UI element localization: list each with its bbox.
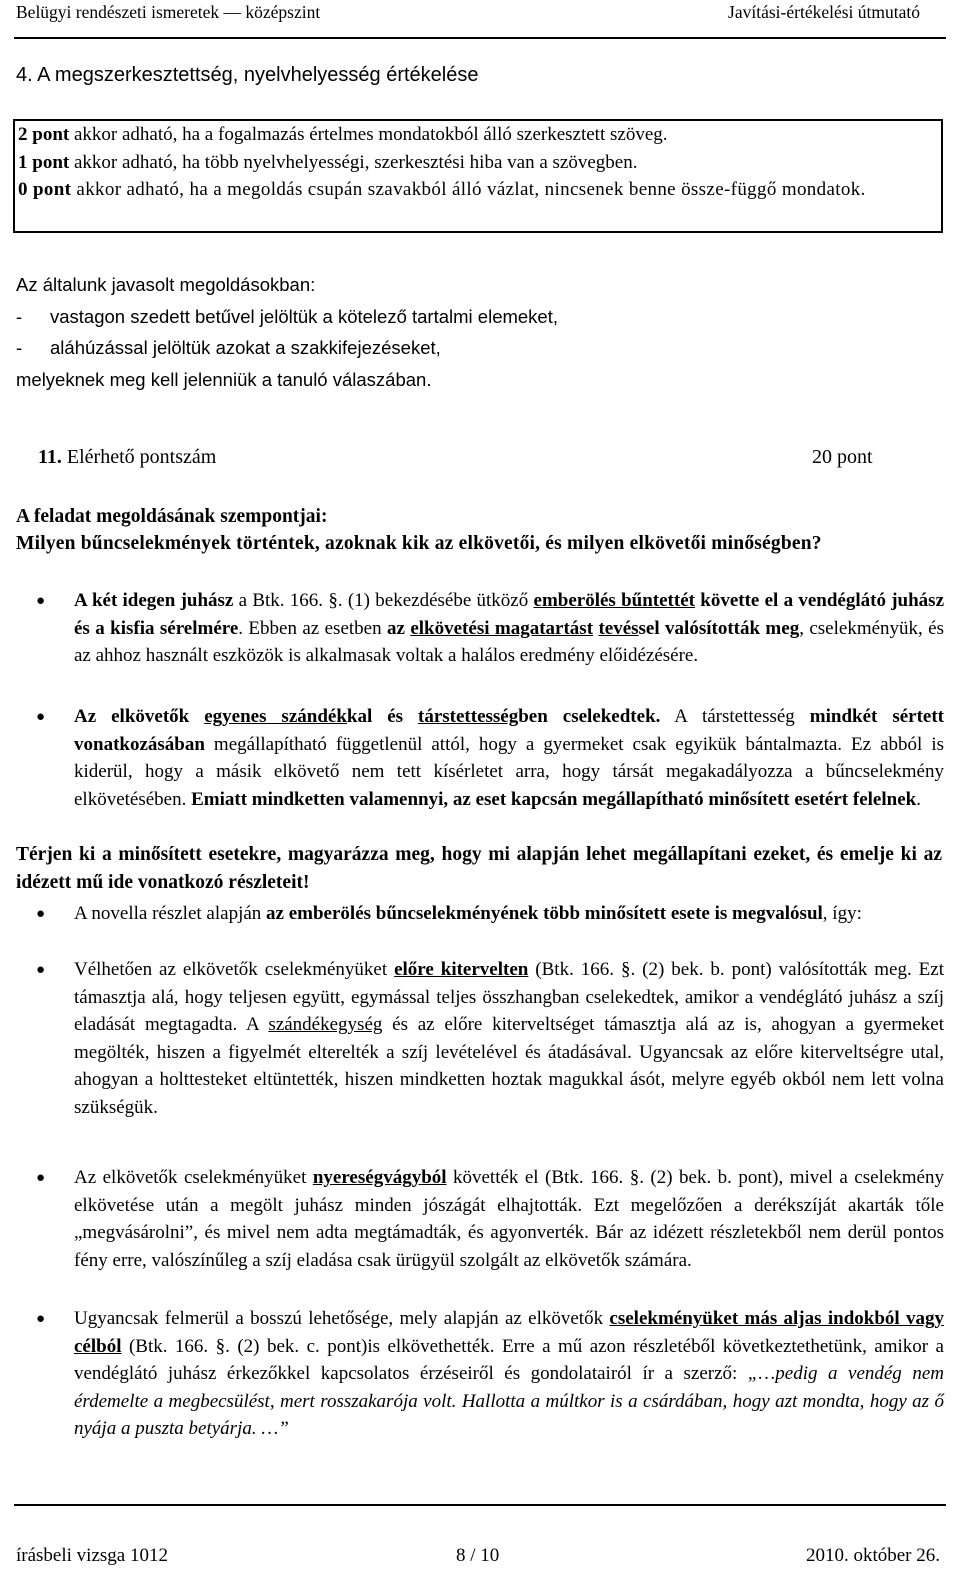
footer-left: írásbeli vizsga 1012 (16, 1545, 168, 1566)
header-left: Belügyi rendészeti ismeretek — középszint (16, 2, 321, 22)
notes-block (16, 269, 916, 395)
bullet-4: Vélhetően az elkövetők cselekményüket előre kitervelten (Btk. 166. §. (2) bek. b. pont) valósították meg. Ezt támasztja alá, hogy teljesen együtt, egymással teljes összhangban cselekedtek, amikor a vendéglátó juhász a szíj eladását megtagadta. A szándékegység és az előre kiterveltséget támasztja alá az is, ahogyan a gyermeket megölték, hiszen a figyelmét elterelték a szíj levételével és átadásával. Ugyancsak az előre kiterveltségre utal, ahogyan a holttesteket eltüntették, hiszen mindketten hoztak magukkal ásót, melyre egyéb okból nem lett volna szükségük. (74, 959, 944, 1118)
bullet-5-dot: ● (36, 1170, 46, 1186)
bullet-3: A novella részlet alapján az emberölés bűncselekményének több minősített esete is megvalósul, így: (74, 903, 862, 924)
bullet-3-dot: ● (36, 906, 46, 922)
notes-tail: melyeknek meg kell jelenniük a tanuló válaszában. (16, 368, 432, 390)
notes-dash-1: - vastagon szedett betűvel jelöltük a kötelező tartalmi elemeket, (16, 305, 559, 327)
header-rule (14, 37, 946, 39)
bullet-2-dot: ● (36, 709, 46, 725)
bullet-2: Az elkövetők egyenes szándékkal és társtettességben cselekedtek. A társtettesség mindkét sértett vonatkozásában megállapítható függetlenül attól, hogy a gyermeket csak egyikük bántalmazta. Ez abból is kiderül, hogy a másik elkövető nem tett kísérletet arra, hogy társát megakadályozza a bűncselekmény elkövetésében. Emiatt mindketten valamennyi, az eset kapcsán megállapítható minősített esetért felelnek. (74, 706, 944, 810)
bullet-6-dot: ● (36, 1311, 46, 1327)
bullet-1-dot: ● (36, 593, 46, 609)
bullet-5: Az elkövetők cselekményüket nyereségvágyból követték el (Btk. 166. §. (2) bek. b. pont), mivel a cselekmény elkövetése után a megölt juhász minden jószágát elhajtották. Ezt megelőzően a derékszíját akarták tőle „megvásárolni”, és mivel nem adta megtámadták, és agyonverték. Bár az idézett részletekből nem derül pontos fény erre, valószínűleg a szíj eladása csak ürügyül szolgált az elkövetők számára. (74, 1167, 944, 1271)
footer-right: 2010. október 26. (805, 1545, 940, 1566)
task-points: 20 pont (812, 446, 873, 468)
question-1: Milyen bűncselekmények történtek, azoknak kik az elkövetői, és milyen elkövetői minőségben? (16, 533, 822, 554)
footer-rule (14, 1504, 946, 1506)
section-4-title: 4. A megszerkesztettség, nyelvhelyesség értékelése (16, 64, 479, 86)
question-2: Térjen ki a minősített esetekre, magyarázza meg, hogy mi alapján lehet megállapítani ezeket, és emelje ki az idézett mű ide vonatkozó részleteit! (16, 844, 942, 893)
bullet-6: Ugyancsak felmerül a bosszú lehetősége, mely alapján az elkövetők cselekményüket más aljas indokból vagy célból (Btk. 166. §. (2) bek. c. pont)is elkövethették. Erre a mű azon részletéből következtethetünk, amikor a vendéglátó juhász érkezőkkel kapcsolatos érzéseiről és gondolatairól ír a szerző: „…pedig a vendég nem érdemelte a megbecsülést, mert rosszakarója volt. Hallotta a múltkor is a csárdában, hogy azt mondta, hogy az ő nyája a puszta betyárja. …” (74, 1308, 945, 1439)
footer-page: 8 / 10 (456, 1545, 500, 1566)
task-heading: 11. Elérhető pontszám (38, 446, 217, 468)
scoring-row-0: 0 pont akkor adható, ha a megoldás csupán szavakból álló vázlat, nincsenek benne össze-függő mondatok. (18, 179, 866, 200)
scoring-row-1: 1 pont akkor adható, ha több nyelvhelyességi, szerkesztési hiba van a szövegben. (18, 151, 638, 173)
scoring-row-2: 2 pont akkor adható, ha a fogalmazás értelmes mondatokból álló szerkesztett szöveg. (18, 124, 668, 145)
header-right: Javítási-értékelési útmutató (728, 2, 920, 22)
criteria-title: A feladat megoldásának szempontjai: (16, 506, 328, 527)
bullet-1: A két idegen juhász a Btk. 166. §. (1) bekezdésébe ütköző emberölés bűntettét követte el a vendéglátó juhász és a kisfia sérelmére. Ebben az esetben az elkövetési magatartást tevéssel valósították meg, cselekményük, és az ahhoz használt eszközök is alkalmasak voltak a halálos eredmény előidézésére. (74, 590, 945, 666)
scoring-box-text (18, 121, 934, 204)
bullet-4-dot: ● (36, 962, 46, 978)
notes-dash-2: - aláhúzással jelöltük azokat a szakkifejezéseket, (16, 337, 441, 358)
notes-intro: Az általunk javasolt megoldásokban: (16, 274, 316, 295)
